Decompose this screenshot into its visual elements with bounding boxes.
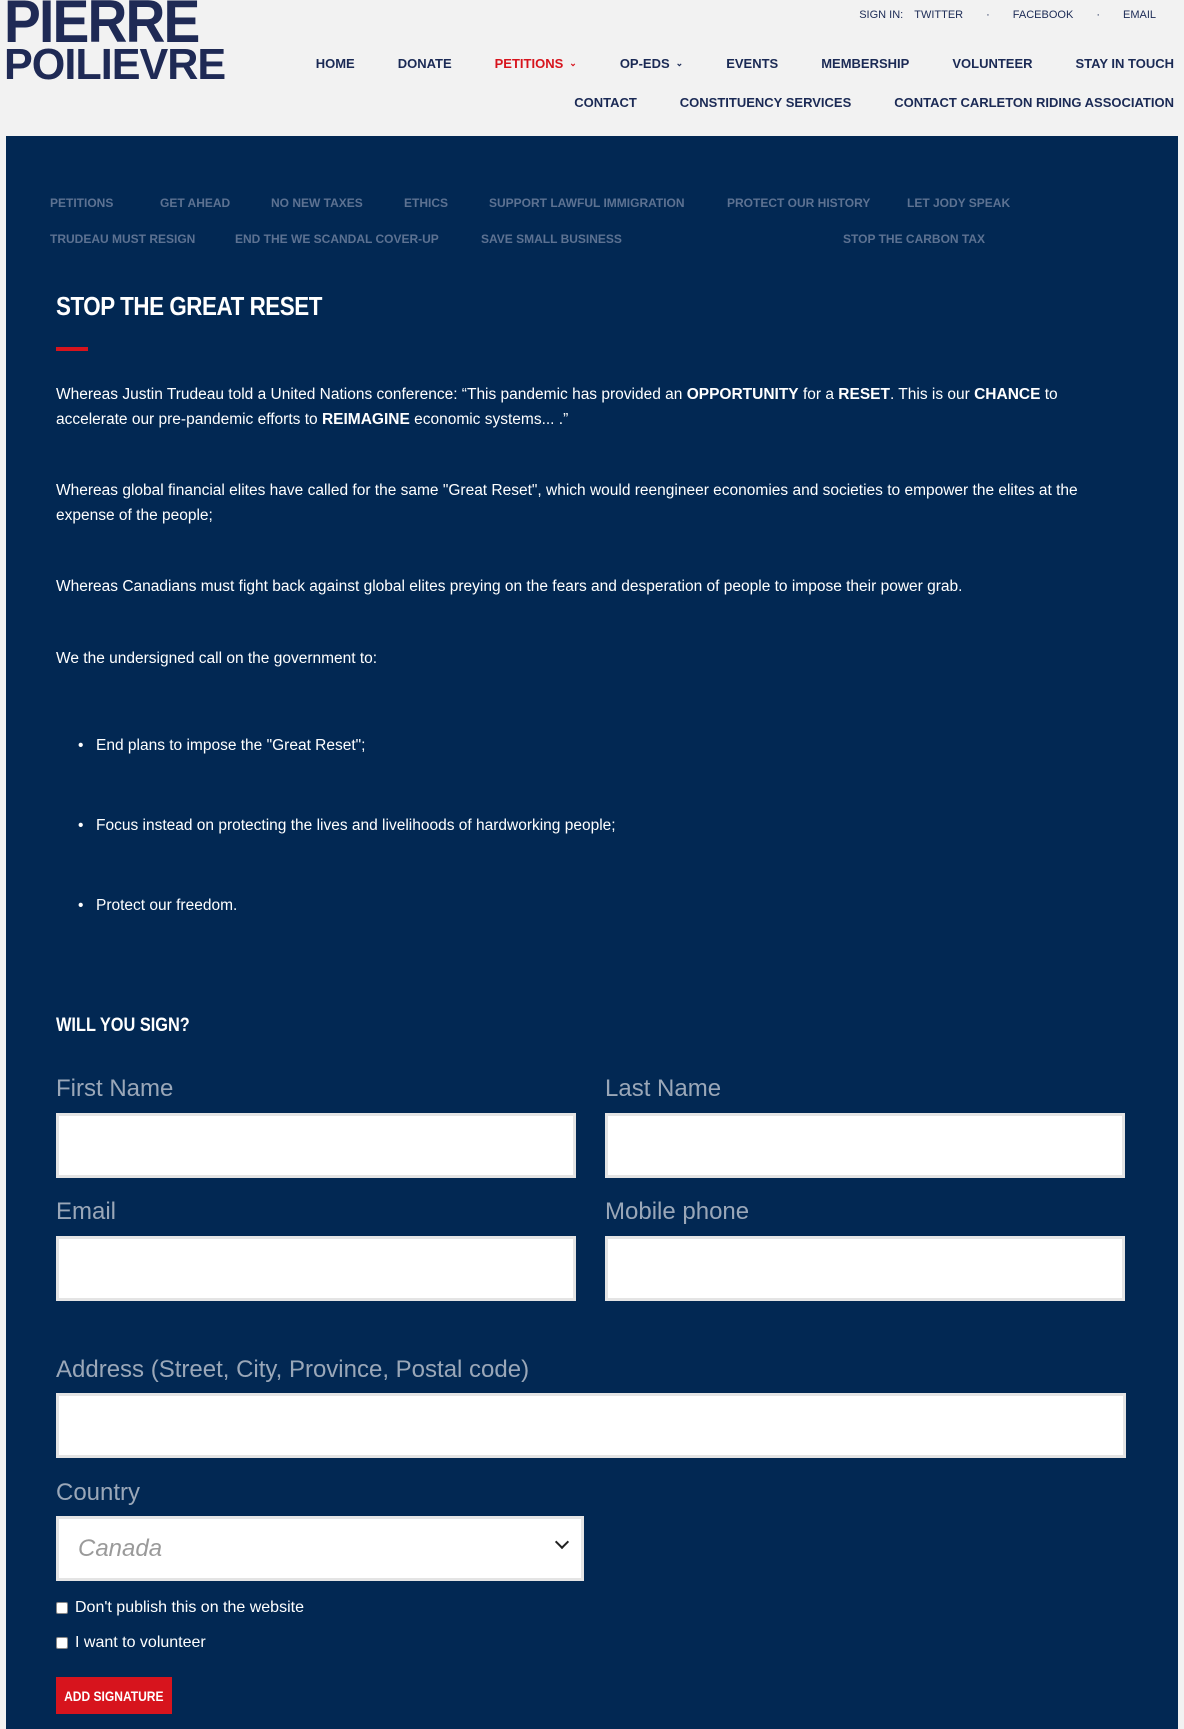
no-publish-checkbox-row[interactable] [56, 1599, 304, 1617]
nav-volunteer[interactable] [952, 56, 1032, 71]
nav-donate-label: DONATE [397, 56, 452, 71]
mobile-phone-label: Mobile phone [605, 1198, 750, 1225]
nav-stay-in-touch-label: STAY IN TOUCH [1075, 56, 1174, 71]
p1-text: economic systems... .” [409, 411, 569, 428]
last-name-label: Last Name [605, 1075, 722, 1102]
p1-bold: OPPORTUNITY [686, 386, 799, 403]
nav-home-label: HOME [315, 56, 355, 71]
volunteer-checkbox-row[interactable] [56, 1634, 206, 1652]
nav-contact-riding[interactable]: CONTACT CARLETON RIDING ASSOCIATION [894, 95, 1174, 110]
chevron-down-icon [555, 1535, 569, 1549]
logo-line1: PIERRE [4, 0, 199, 55]
chevron-down-icon: ⌄ [569, 58, 577, 68]
sign-in-label: SIGN IN: [859, 9, 904, 21]
nav-petitions[interactable] [495, 56, 577, 71]
subnav-get-ahead[interactable]: GET AHEAD [160, 196, 231, 210]
nav-home[interactable] [316, 56, 355, 71]
page-title: STOP THE GREAT RESET [56, 291, 322, 321]
nav-events-label: EVENTS [726, 56, 779, 71]
nav-volunteer-label: VOLUNTEER [952, 56, 1033, 71]
site-logo[interactable] [4, 0, 230, 89]
petition-paragraph-2: Whereas global financial elites have called for the same "Great Reset", which would reengineer economies and societies to empower the elites at the expense of the people; [56, 482, 1078, 524]
facebook-link[interactable]: FACEBOOK [1012, 9, 1074, 21]
nav-constituency-services[interactable]: CONSTITUENCY SERVICES [679, 95, 852, 110]
secondary-nav [531, 95, 1174, 110]
sign-in-bar [859, 9, 1156, 21]
first-name-field[interactable] [56, 1113, 576, 1178]
p1-bold: CHANCE [974, 386, 1041, 403]
separator: · [1096, 9, 1100, 21]
address-label: Address (Street, City, Province, Postal code) [56, 1356, 530, 1383]
logo-line2: POILIEVRE [4, 40, 226, 89]
country-label: Country [56, 1479, 141, 1506]
petition-paragraph-1 [56, 382, 1126, 432]
add-signature-label: ADD SIGNATURE [64, 1687, 164, 1704]
email-link[interactable]: EMAIL [1122, 9, 1156, 21]
chevron-down-icon: ⌄ [675, 58, 684, 68]
volunteer-checkbox[interactable] [56, 1637, 68, 1649]
nav-donate[interactable] [398, 56, 452, 71]
p1-text: Whereas Justin Trudeau told a United Nations conference: “This pandemic has provided an [56, 386, 687, 403]
subnav-protect-our-history[interactable]: PROTECT OUR HISTORY [727, 196, 871, 210]
no-publish-checkbox[interactable] [56, 1602, 68, 1614]
nav-membership[interactable] [821, 56, 909, 71]
add-signature-button[interactable] [56, 1677, 172, 1714]
sign-heading: WILL YOU SIGN? [56, 1015, 190, 1036]
p1-bold: RESET [838, 386, 890, 403]
email-label: Email [56, 1198, 117, 1225]
volunteer-label: I want to volunteer [75, 1634, 206, 1651]
nav-contact[interactable]: CONTACT [574, 95, 637, 110]
p1-text: for a [798, 386, 839, 403]
nav-op-eds-label: OP-EDS [619, 56, 670, 71]
list-item: • End plans to impose the "Great Reset"; [78, 737, 365, 755]
subnav-end-we-scandal[interactable]: END THE WE SCANDAL COVER-UP [235, 232, 439, 246]
p1-text: to accelerate our pre-pandemic efforts to [56, 386, 1058, 428]
subnav-let-jody-speak[interactable]: LET JODY SPEAK [907, 196, 1011, 210]
title-underline [56, 347, 88, 351]
country-value: Canada [78, 1534, 163, 1562]
separator: · [986, 9, 990, 21]
subnav-trudeau-must-resign[interactable]: TRUDEAU MUST RESIGN [50, 232, 196, 246]
last-name-field[interactable] [605, 1113, 1125, 1178]
subnav-petitions[interactable]: PETITIONS [50, 196, 114, 210]
nav-op-eds[interactable] [620, 56, 683, 71]
main-nav [273, 56, 1174, 71]
address-field[interactable] [56, 1393, 1126, 1458]
list-item: • Protect our freedom. [78, 897, 237, 915]
email-field[interactable] [56, 1236, 576, 1301]
p1-text: . This is our [889, 386, 975, 403]
twitter-link[interactable]: TWITTER [914, 9, 964, 21]
p1-bold: REIMAGINE [321, 411, 410, 428]
mobile-phone-field[interactable] [605, 1236, 1125, 1301]
list-item: • Focus instead on protecting the lives and livelihoods of hardworking people; [78, 817, 616, 835]
subnav-save-small-business[interactable]: SAVE SMALL BUSINESS [481, 232, 622, 246]
subnav-support-lawful-immigration[interactable]: SUPPORT LAWFUL IMMIGRATION [489, 196, 685, 210]
no-publish-label: Don't publish this on the website [75, 1599, 304, 1616]
subnav-stop-carbon-tax[interactable]: STOP THE CARBON TAX [843, 232, 986, 246]
petition-paragraph-3: Whereas Canadians must fight back against global elites preying on the fears and desperation of people to impose their power grab. [56, 578, 963, 595]
nav-stay-in-touch[interactable] [1076, 56, 1174, 71]
petition-paragraph-4: We the undersigned call on the government to: [56, 650, 378, 667]
nav-events[interactable] [726, 56, 778, 71]
nav-membership-label: MEMBERSHIP [821, 56, 910, 71]
nav-petitions-label: PETITIONS [494, 56, 564, 71]
first-name-label: First Name [56, 1075, 174, 1102]
subnav-ethics[interactable]: ETHICS [404, 196, 449, 210]
subnav-no-new-taxes[interactable]: NO NEW TAXES [271, 196, 363, 210]
main-panel [6, 136, 1178, 1729]
country-select[interactable] [56, 1516, 584, 1581]
